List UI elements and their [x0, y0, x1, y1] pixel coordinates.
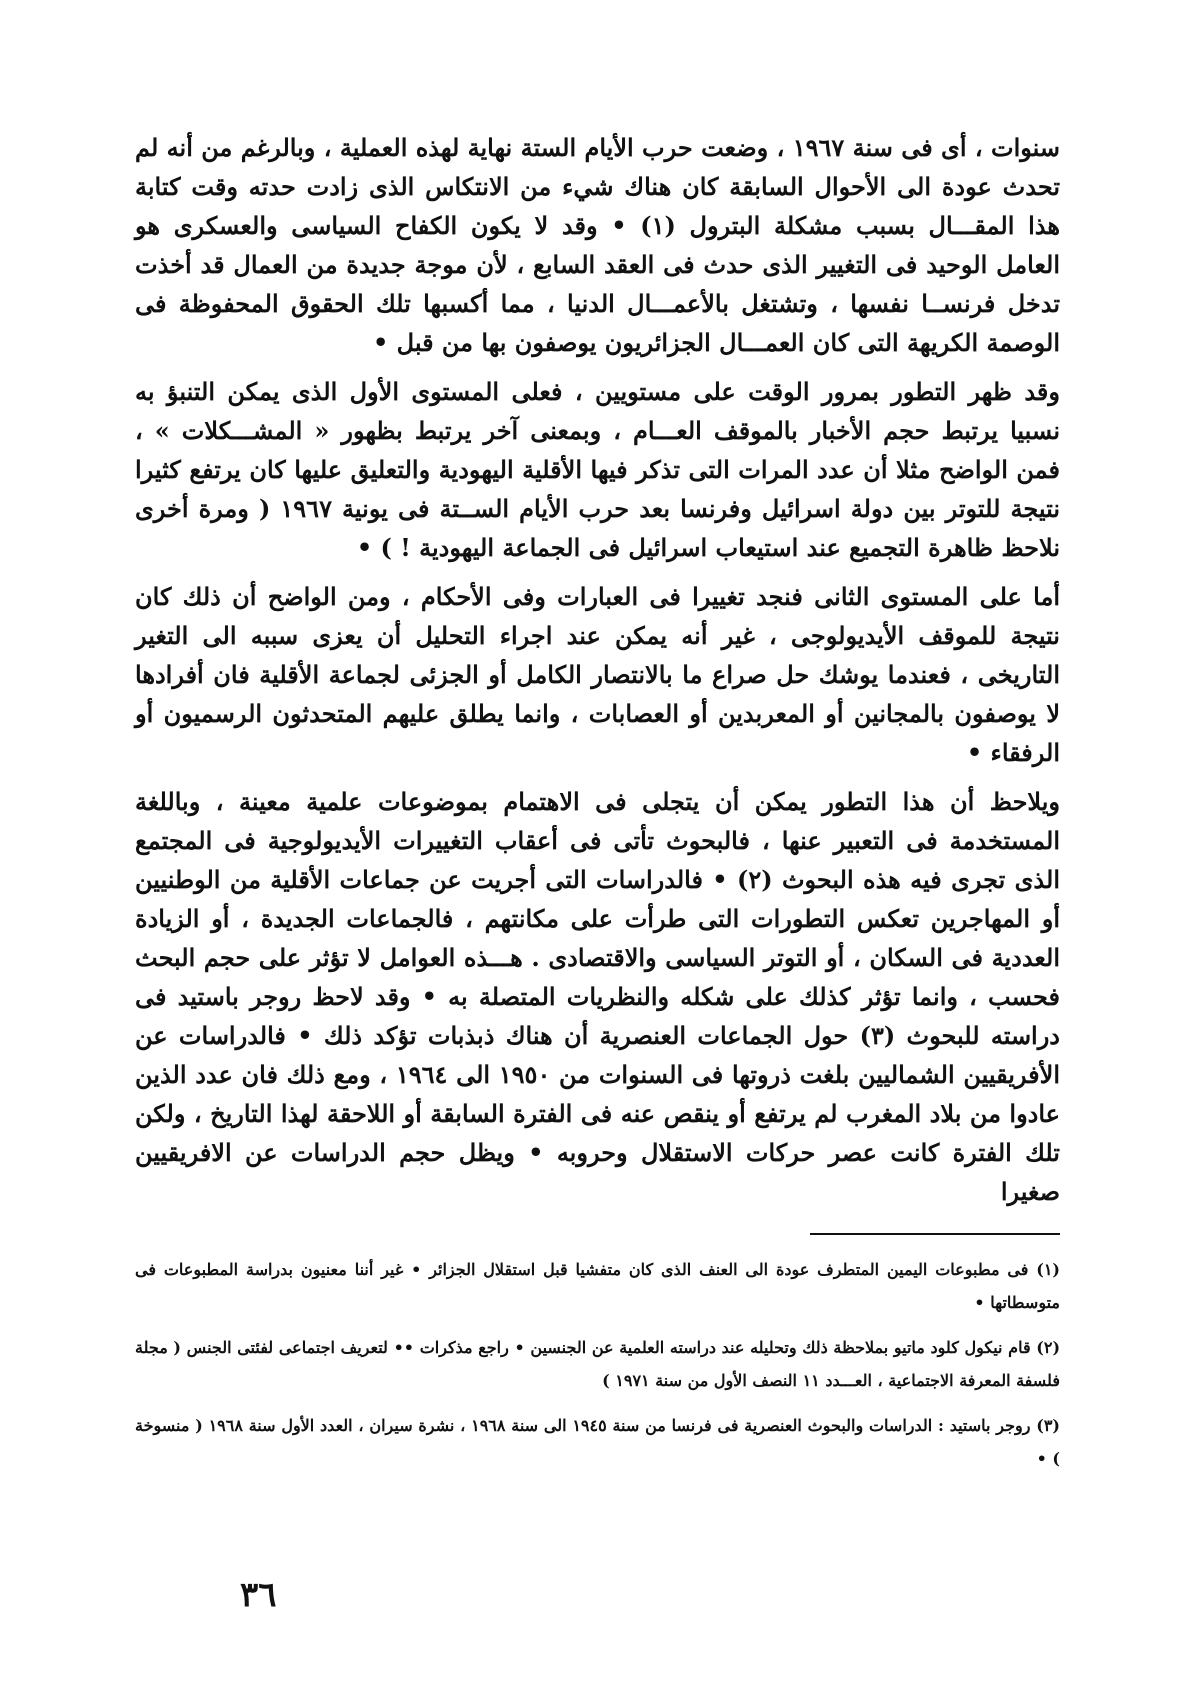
footnotes	[135, 1253, 1060, 1475]
footnote: (٢) قام نيكول كلود ماتيو بملاحظة ذلك وتحليله عند دراسته العلمية عن الجنسين • راجع مذكرات •• لتعريف اجتماعى لفئتى الجنس ( مجلة فلسفة المعرفة الاجتماعية ، العـــدد ١١ النصف الأول من سنة ١٩٧١ )	[135, 1338, 1061, 1390]
document-page	[135, 128, 1060, 1487]
paragraph: وقد ظهر التطور بمرور الوقت على مستويين ، فعلى المستوى الأول الذى يمكن التنبؤ به نسبيا يرتبط حجم الأخبار بالموقف العـــام ، وبمعنى آخر يرتبط بظهور « المشـــكلات » ، فمن الواضح مثلا أن عدد المرات التى تذكر فيها الأقلية اليهودية والتعليق عليها كان يرتفع كثيرا نتيجة للتوتر بين دولة اسرائيل وفرنسا بعد حرب الأيام الســتة فى يونية ١٩٦٧ ( ومرة أخرى نلاحظ ظاهرة التجميع عند استيعاب اسرائيل فى الجماعة اليهودية ! ) •	[135, 377, 1061, 562]
body-text	[135, 128, 1060, 1211]
footnote: (١) فى مطبوعات اليمين المتطرف عودة الى العنف الذى كان متفشيا قبل استقلال الجزائر • غير أننا معنيون بدراسة المطبوعات فى متوسطاتها •	[135, 1260, 1060, 1312]
footnote: (٣) روجر باستيد : الدراسات والبحوث العنصرية فى فرنسا من سنة ١٩٤٥ الى سنة ١٩٦٨ ، نشرة سيران ، العدد الأول سنة ١٩٦٨ ( منسوخة ) •	[135, 1416, 1060, 1468]
paragraph: ويلاحظ أن هذا التطور يمكن أن يتجلى فى الاهتمام بموضوعات علمية معينة ، وباللغة المستخدمة فى التعبير عنها ، فالبحوث تأتى فى أعقاب التغييرات الأيديولوجية فى المجتمع الذى تجرى فيه هذه البحوث (٢) • فالدراسات التى أجريت عن جماعات الأقلية من الوطنيين أو المهاجرين تعكس التطورات التى طرأت على مكانتهم ، فالجماعات الجديدة ، أو الزيادة العددية فى السكان ، أو التوتر السياسى والاقتصادى . هـــذه العوامل لا تؤثر على حجم البحث فحسب ، وانما تؤثر كذلك على شكله والنظريات المتصلة به • وقد لاحظ روجر باستيد فى دراسته للبحوث (٣) حول الجماعات العنصرية أن هناك ذبذبات تؤكد ذلك • فالدراسات عن الأفريقيين الشماليين بلغت ذروتها فى السنوات من ١٩٥٠ الى ١٩٦٤ ، ومع ذلك فان عدد الذين عادوا من بلاد المغرب لم يرتفع أو ينقص عنه فى الفترة السابقة أو اللاحقة لهذا التاريخ ، ولكن تلك الفترة كانت عصر حركات الاستقلال وحروبه • ويظل حجم الدراسات عن الافريقيين صغيرا	[135, 787, 1061, 1206]
footnote-divider	[810, 1233, 1060, 1235]
page-number: ٣٦	[240, 1575, 277, 1615]
paragraph: سنوات ، أى فى سنة ١٩٦٧ ، وضعت حرب الأيام الستة نهاية لهذه العملية ، وبالرغم من أنه لم تحدث عودة الى الأحوال السابقة كان هناك شيء من الانتكاس الذى زادت حدته وقت كتابة هذا المقـــال بسبب مشكلة البترول (١) • وقد لا يكون الكفاح السياسى والعسكرى هو العامل الوحيد فى التغيير الذى حدث فى العقد السابع ، لأن موجة جديدة من العمال قد أخذت تدخل فرنســا نفسها ، وتشتغل بالأعمـــال الدنيا ، مما أكسبها تلك الحقوق المحفوظة فى الوصمة الكريهة التى كان العمـــال الجزائريون يوصفون بها من قبل •	[135, 133, 1060, 357]
paragraph: أما على المستوى الثانى فنجد تغييرا فى العبارات وفى الأحكام ، ومن الواضح أن ذلك كان نتيجة للموقف الأيديولوجى ، غير أنه يمكن عند اجراء التحليل أن يعزى سببه الى التغير التاريخى ، فعندما يوشك حل صراع ما بالانتصار الكامل أو الجزئى لجماعة الأقلية فان أفرادها لا يوصفون بالمجانين أو المعربدين أو العصابات ، وانما يطلق عليهم المتحدثون الرسميون أو الرفقاء •	[135, 582, 1060, 767]
